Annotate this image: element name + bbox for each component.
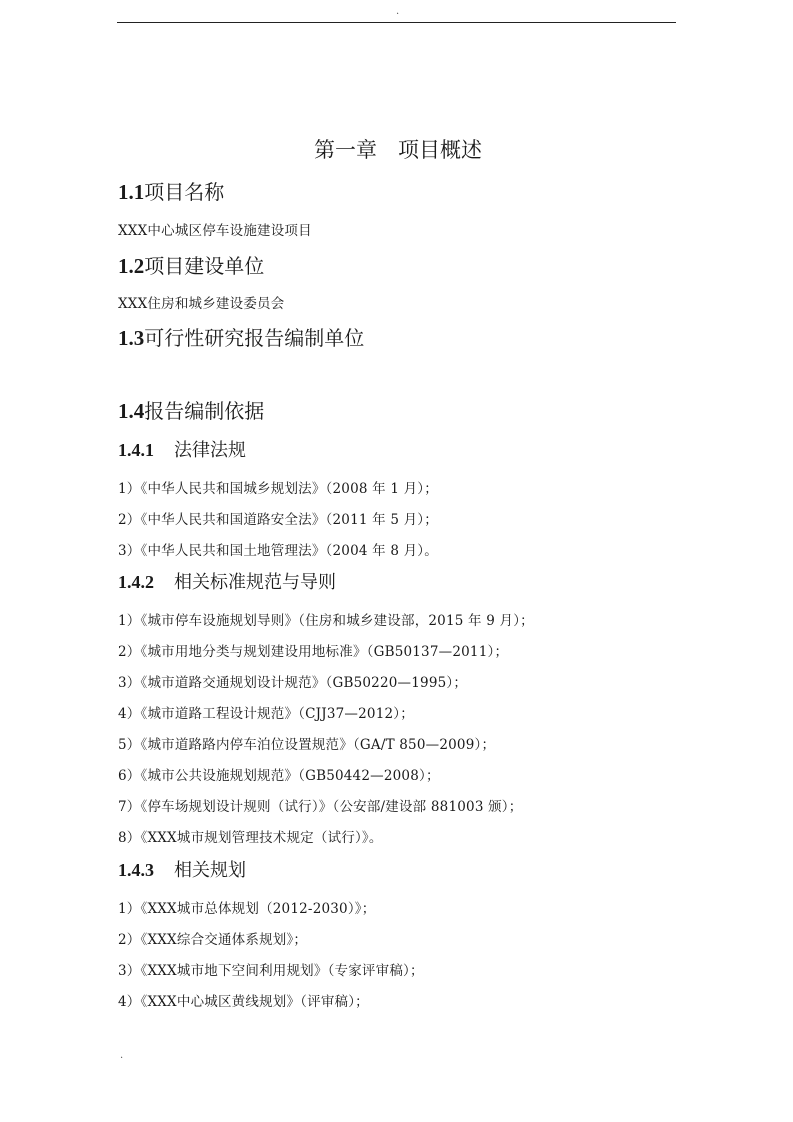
subsection-title: 相关标准规范与导则 xyxy=(174,572,336,593)
list-item: 4）《城市道路工程设计规范》（CJJ37—2012）； xyxy=(118,706,414,722)
section-heading-1-4 xyxy=(118,395,264,424)
section-title: 报告编制依据 xyxy=(144,399,265,423)
subsection-heading-1-4-3 xyxy=(118,856,246,882)
list-item: 2）《XXX综合交通体系规划》； xyxy=(118,932,308,948)
list-item: 2）《城市用地分类与规划建设用地标准》（GB50137—2011）； xyxy=(118,644,509,660)
list-item: 4）《XXX中心城区黄线规划》（评审稿）； xyxy=(118,994,369,1010)
list-item: 7）《停车场规划设计规则（试行）》（公安部/建设部 881003 颁）； xyxy=(118,799,523,815)
list-item: 6）《城市公共设施规划规范》（GB50442—2008）； xyxy=(118,768,440,784)
section-number: 1.2 xyxy=(118,254,145,278)
project-name-text: XXX中心城区停车设施建设项目 xyxy=(118,223,312,239)
list-item: 3）《城市道路交通规划设计规范》（GB50220—1995）； xyxy=(118,675,468,691)
list-item: 1）《XXX城市总体规划（2012-2030）》； xyxy=(118,901,376,917)
list-item: 3）《中华人民共和国土地管理法》（2004 年 8 月）。 xyxy=(118,543,438,559)
section-title: 可行性研究报告编制单位 xyxy=(144,326,365,350)
section-title: 项目建设单位 xyxy=(144,254,265,278)
subsection-heading-1-4-1 xyxy=(118,436,246,462)
subsection-number: 1.4.2 xyxy=(118,572,154,592)
subsection-number: 1.4.3 xyxy=(118,860,154,880)
section-title: 项目名称 xyxy=(144,180,225,204)
list-item: 2）《中华人民共和国道路安全法》（2011 年 5 月）； xyxy=(118,512,438,528)
chapter-title: 第一章 项目概述 xyxy=(314,138,482,162)
list-item: 3）《XXX城市地下空间利用规划》（专家评审稿）； xyxy=(118,963,424,979)
subsection-title: 相关规划 xyxy=(174,860,246,881)
list-item: 1）《中华人民共和国城乡规划法》（2008 年 1 月）； xyxy=(118,481,438,497)
section-number: 1.3 xyxy=(118,326,145,350)
subsection-number: 1.4.1 xyxy=(118,440,154,460)
section-heading-1-3 xyxy=(118,322,364,351)
list-item: 5）《城市道路路内停车泊位设置规范》（GA/T 850—2009）； xyxy=(118,737,496,753)
subsection-title: 法律法规 xyxy=(174,440,246,461)
section-heading-1-1 xyxy=(118,176,224,205)
header-mark: . xyxy=(396,6,400,17)
section-number: 1.4 xyxy=(118,399,145,423)
list-item: 1）《城市停车设施规划导则》（住房和城乡建设部，2015 年 9 月）； xyxy=(118,613,534,629)
list-item: 8）《XXX城市规划管理技术规定（试行）》。 xyxy=(118,830,383,846)
construction-unit-text: XXX住房和城乡建设委员会 xyxy=(118,296,285,312)
header-rule xyxy=(117,22,676,23)
section-heading-1-2 xyxy=(118,250,264,279)
subsection-heading-1-4-2 xyxy=(118,568,336,594)
section-number: 1.1 xyxy=(118,180,145,204)
footer-mark: . xyxy=(120,1050,124,1061)
